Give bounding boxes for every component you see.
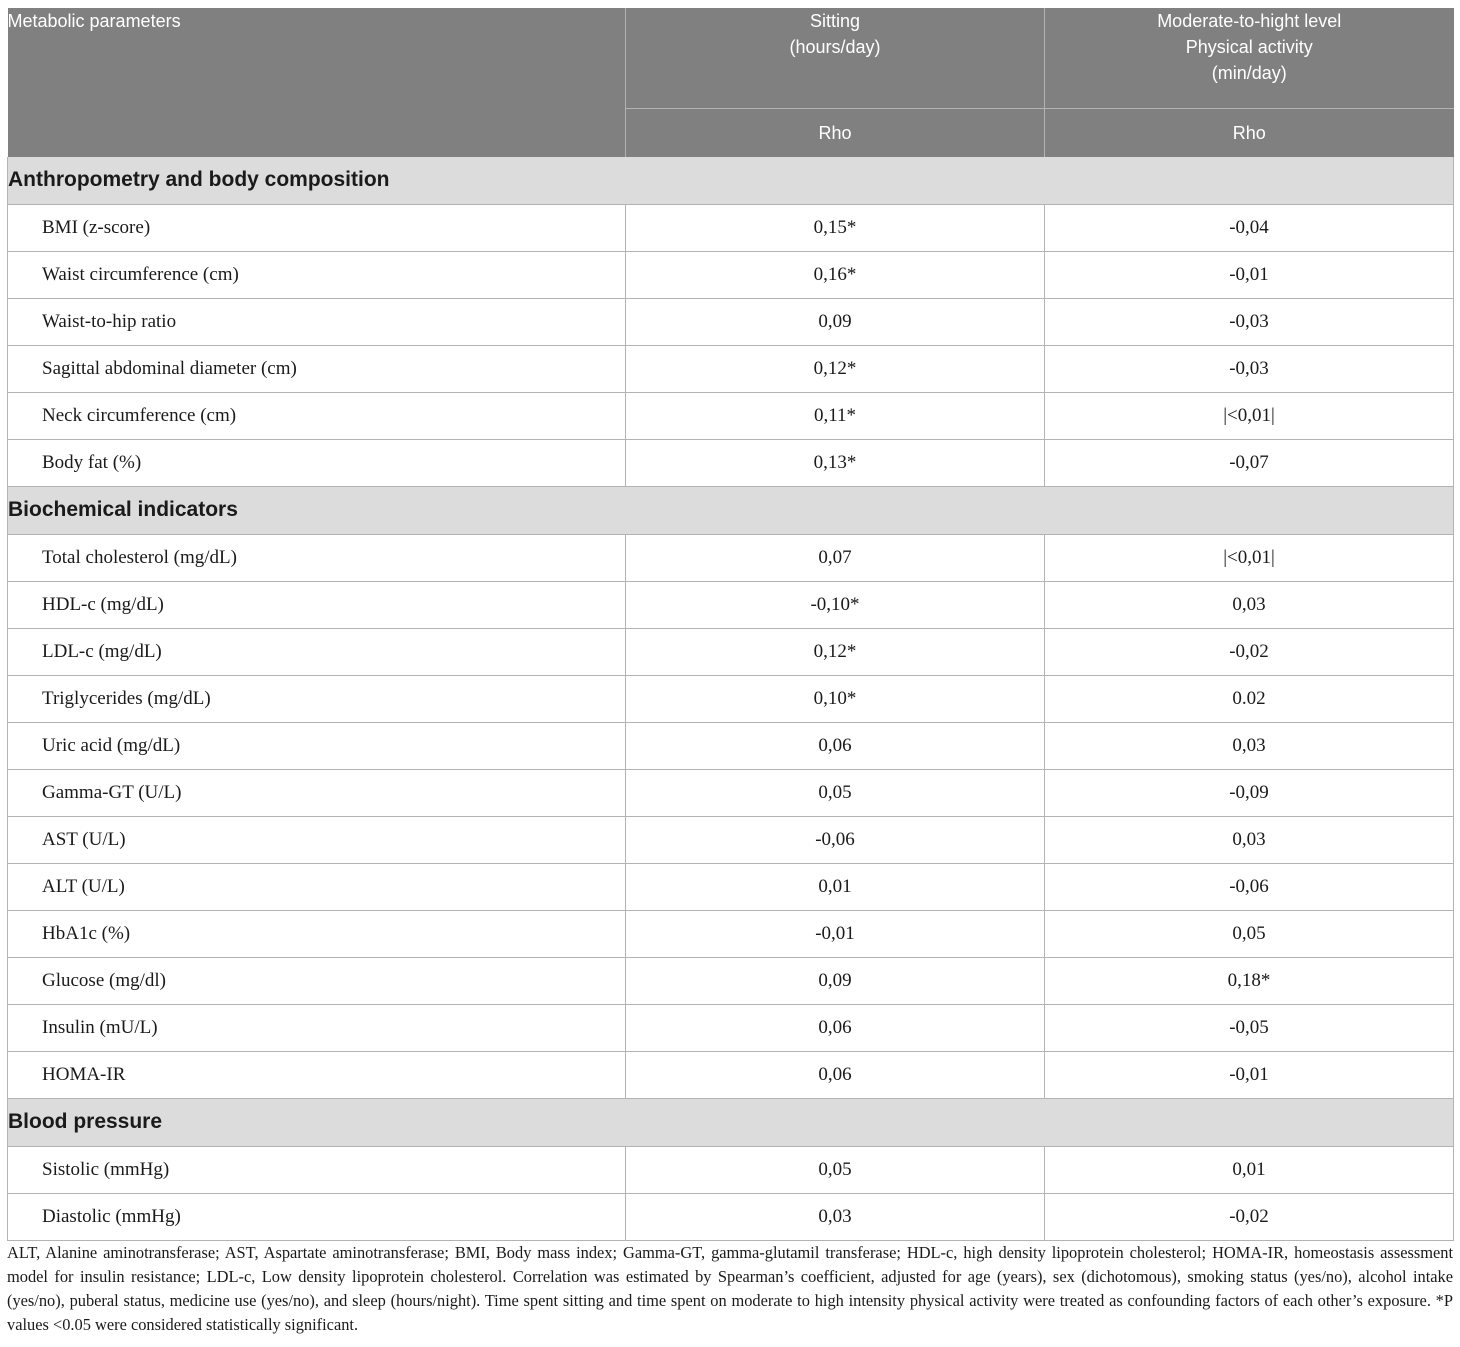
subheader-rho-activity: Rho	[1045, 108, 1454, 157]
table-row	[8, 816, 1454, 863]
header-metabolic-parameters: Metabolic parameters	[8, 8, 626, 157]
activity-rho-cell: -0,03	[1045, 345, 1454, 392]
activity-rho-cell: -0,06	[1045, 863, 1454, 910]
section-title: Blood pressure	[8, 1098, 1454, 1146]
row-label: HbA1c (%)	[8, 910, 626, 957]
subheader-rho-sitting: Rho	[626, 108, 1045, 157]
activity-rho-cell: -0,07	[1045, 439, 1454, 486]
table-row	[8, 722, 1454, 769]
section-title: Biochemical indicators	[8, 486, 1454, 534]
row-label: HOMA-IR	[8, 1051, 626, 1098]
table-row	[8, 1004, 1454, 1051]
row-label: Sistolic (mmHg)	[8, 1146, 626, 1193]
activity-rho-cell: |<0,01|	[1045, 392, 1454, 439]
header-activity-line: Physical activity	[1185, 37, 1313, 57]
table-row	[8, 581, 1454, 628]
table-row	[8, 534, 1454, 581]
table-row	[8, 1146, 1454, 1193]
row-label: Sagittal abdominal diameter (cm)	[8, 345, 626, 392]
sitting-rho-cell: 0,06	[626, 1004, 1045, 1051]
activity-rho-cell: -0,05	[1045, 1004, 1454, 1051]
table-row	[8, 251, 1454, 298]
table-body	[8, 157, 1454, 1241]
sitting-rho-cell: 0,11*	[626, 392, 1045, 439]
section-row	[8, 1098, 1454, 1146]
sitting-rho-cell: 0,09	[626, 298, 1045, 345]
table-row	[8, 298, 1454, 345]
table-row	[8, 1051, 1454, 1098]
table-row	[8, 769, 1454, 816]
table-row	[8, 675, 1454, 722]
table-row	[8, 345, 1454, 392]
activity-rho-cell: 0,18*	[1045, 957, 1454, 1004]
table-row	[8, 392, 1454, 439]
row-label: BMI (z-score)	[8, 204, 626, 251]
activity-rho-cell: -0,01	[1045, 251, 1454, 298]
row-label: Gamma-GT (U/L)	[8, 769, 626, 816]
sitting-rho-cell: 0,01	[626, 863, 1045, 910]
table-footnote: ALT, Alanine aminotransferase; AST, Aspartate aminotransferase; BMI, Body mass index; Gamma-GT, gamma-glutamil transferase; HDL-c, high density lipoprotein cholesterol; HOMA-IR, homeostasis assessment model for insulin resistance; LDL-c, Low density lipoprotein cholesterol. Correlation was estimated by Spearman’s coefficient, adjusted for age (years), sex (dichotomous), smoking status (yes/no), alcohol intake (yes/no), puberal status, medicine use (yes/no), and sleep (hours/night). Time spent sitting and time spent on moderate to high intensity physical activity were treated as confounding factors of each other’s exposure. *P values <0.05 were considered statistically significant.	[7, 1243, 1453, 1334]
activity-rho-cell: 0.02	[1045, 675, 1454, 722]
activity-rho-cell: -0,03	[1045, 298, 1454, 345]
sitting-rho-cell: 0,06	[626, 1051, 1045, 1098]
activity-rho-cell: -0,02	[1045, 1193, 1454, 1240]
activity-rho-cell: -0,09	[1045, 769, 1454, 816]
header-sitting	[626, 8, 1045, 108]
header-activity-line: Moderate-to-hight level	[1157, 11, 1342, 31]
table-row	[8, 628, 1454, 675]
activity-rho-cell: 0,03	[1045, 581, 1454, 628]
activity-rho-cell: -0,02	[1045, 628, 1454, 675]
row-label: Uric acid (mg/dL)	[8, 722, 626, 769]
row-label: Insulin (mU/L)	[8, 1004, 626, 1051]
sitting-rho-cell: 0,15*	[626, 204, 1045, 251]
row-label: Diastolic (mmHg)	[8, 1193, 626, 1240]
table-row	[8, 863, 1454, 910]
activity-rho-cell: -0,04	[1045, 204, 1454, 251]
sitting-rho-cell: 0,12*	[626, 345, 1045, 392]
correlation-table	[7, 8, 1454, 1241]
sitting-rho-cell: 0,05	[626, 1146, 1045, 1193]
sitting-rho-cell: 0,12*	[626, 628, 1045, 675]
sitting-rho-cell: -0,06	[626, 816, 1045, 863]
row-label: Glucose (mg/dl)	[8, 957, 626, 1004]
sitting-rho-cell: 0,05	[626, 769, 1045, 816]
table-row	[8, 957, 1454, 1004]
table-row	[8, 439, 1454, 486]
section-row	[8, 486, 1454, 534]
header-sitting-line: Sitting	[809, 11, 861, 31]
activity-rho-cell: 0,03	[1045, 816, 1454, 863]
section-row	[8, 157, 1454, 205]
activity-rho-cell: 0,05	[1045, 910, 1454, 957]
row-label: Neck circumference (cm)	[8, 392, 626, 439]
sitting-rho-cell: 0,13*	[626, 439, 1045, 486]
sitting-rho-cell: -0,10*	[626, 581, 1045, 628]
row-label: Waist-to-hip ratio	[8, 298, 626, 345]
row-label: ALT (U/L)	[8, 863, 626, 910]
row-label: Total cholesterol (mg/dL)	[8, 534, 626, 581]
sitting-rho-cell: 0,10*	[626, 675, 1045, 722]
activity-rho-cell: -0,01	[1045, 1051, 1454, 1098]
activity-rho-cell: |<0,01|	[1045, 534, 1454, 581]
activity-rho-cell: 0,01	[1045, 1146, 1454, 1193]
row-label: Triglycerides (mg/dL)	[8, 675, 626, 722]
table-row	[8, 910, 1454, 957]
section-title: Anthropometry and body composition	[8, 157, 1454, 205]
sitting-rho-cell: -0,01	[626, 910, 1045, 957]
row-label: LDL-c (mg/dL)	[8, 628, 626, 675]
row-label: AST (U/L)	[8, 816, 626, 863]
table-row	[8, 204, 1454, 251]
header-sitting-line: (hours/day)	[789, 37, 881, 57]
sitting-rho-cell: 0,06	[626, 722, 1045, 769]
sitting-rho-cell: 0,03	[626, 1193, 1045, 1240]
sitting-rho-cell: 0,07	[626, 534, 1045, 581]
table-row	[8, 1193, 1454, 1240]
row-label: Body fat (%)	[8, 439, 626, 486]
sitting-rho-cell: 0,09	[626, 957, 1045, 1004]
header-activity-line: (min/day)	[1211, 63, 1287, 83]
header-physical-activity	[1045, 8, 1454, 108]
activity-rho-cell: 0,03	[1045, 722, 1454, 769]
table-header	[8, 8, 1454, 157]
sitting-rho-cell: 0,16*	[626, 251, 1045, 298]
row-label: Waist circumference (cm)	[8, 251, 626, 298]
table-container	[7, 8, 1453, 1241]
row-label: HDL-c (mg/dL)	[8, 581, 626, 628]
